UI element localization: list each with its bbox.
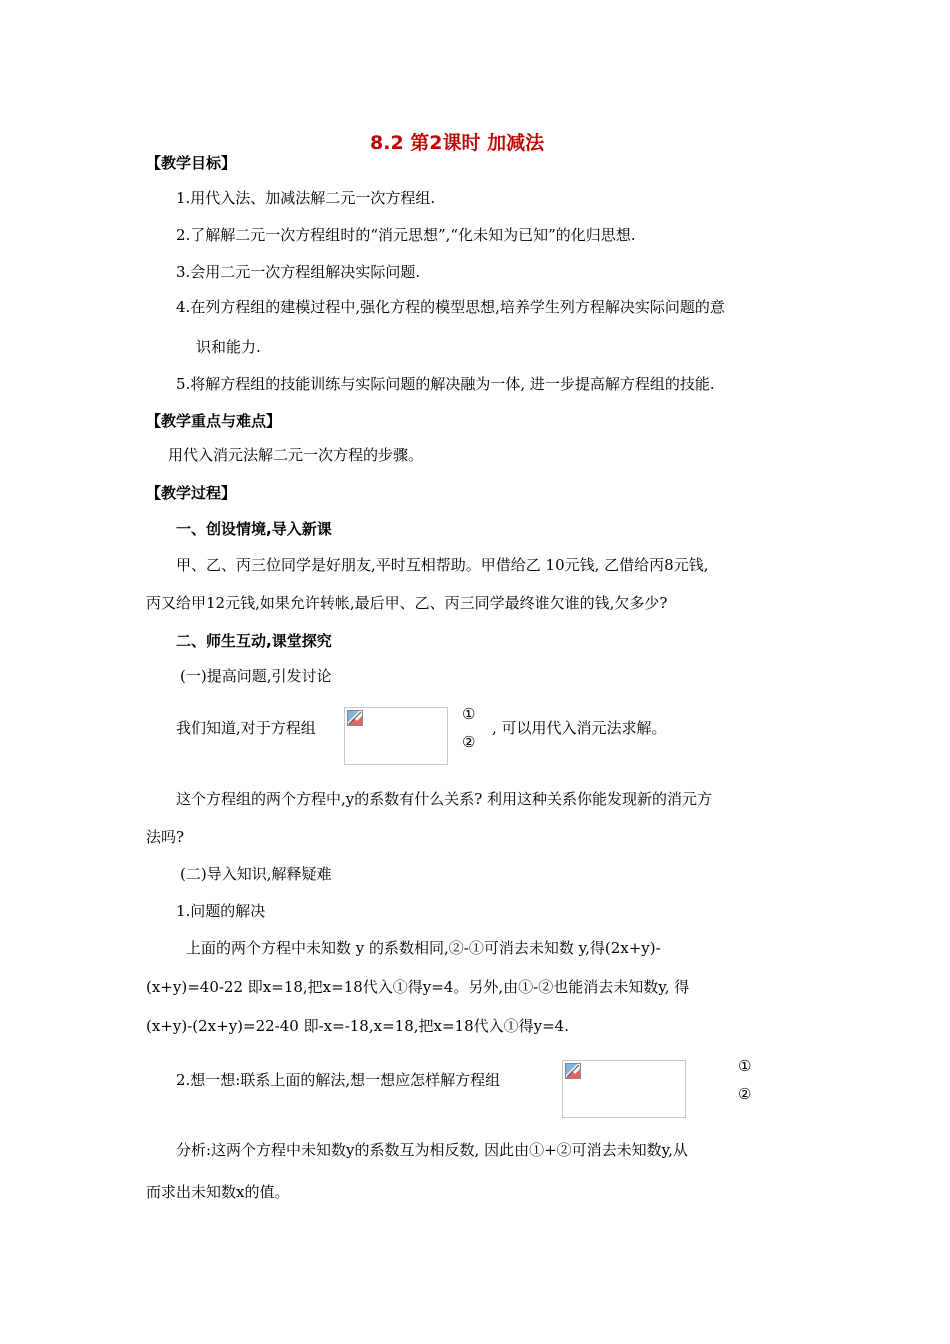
part-2-line-2: (x+y)=40-22 即x=18,把x=18代入①得y=4。另外,由①-②也能消去未知数y, 得 bbox=[146, 978, 690, 996]
goal-item-4: 4.在列方程组的建模过程中,强化方程的模型思想,培养学生列方程解决实际问题的意 bbox=[176, 298, 725, 316]
equation-image-1 bbox=[344, 707, 448, 765]
part-1-title: (一)提高问题,引发讨论 bbox=[180, 667, 332, 685]
equation-image-2 bbox=[562, 1060, 686, 1118]
part-2-item-1: 1.问题的解决 bbox=[176, 902, 266, 920]
analysis-line-2: 而求出未知数x的值。 bbox=[146, 1183, 290, 1201]
part-2-item-2: 2.想一想:联系上面的解法,想一想应怎样解方程组 bbox=[176, 1071, 501, 1089]
part-1-trail: , 可以用代入消元法求解。 bbox=[492, 719, 667, 737]
section-1-title: 一、创设情境,导入新课 bbox=[176, 520, 332, 538]
part-1-lead: 我们知道,对于方程组 bbox=[176, 719, 316, 737]
broken-image-icon bbox=[565, 1063, 581, 1079]
part-1-question-1: 这个方程组的两个方程中,y的系数有什么关系? 利用这种关系你能发现新的消元方 bbox=[176, 790, 713, 808]
circled-1: ① bbox=[462, 705, 476, 723]
circled-2: ② bbox=[462, 733, 476, 751]
section-2-title: 二、师生互动,课堂探究 bbox=[176, 632, 332, 650]
goal-item-3: 3.会用二元一次方程组解决实际问题. bbox=[176, 263, 421, 281]
part-2-title: (二)导入知识,解释疑难 bbox=[180, 865, 332, 883]
circled-1: ① bbox=[738, 1057, 752, 1075]
section-1-text-1: 甲、乙、丙三位同学是好朋友,平时互相帮助。甲借给乙 10元钱, 乙借给丙8元钱, bbox=[176, 556, 709, 574]
goals-heading: 【教学目标】 bbox=[146, 154, 237, 172]
goal-item-2: 2.了解解二元一次方程组时的“消元思想”,“化未知为已知”的化归思想. bbox=[176, 226, 636, 244]
key-text: 用代入消元法解二元一次方程的步骤。 bbox=[168, 446, 424, 464]
goal-item-4-cont: 识和能力. bbox=[196, 338, 261, 356]
part-1-question-2: 法吗? bbox=[146, 828, 185, 846]
goal-item-5: 5.将解方程组的技能训练与实际问题的解决融为一体, 进一步提高解方程组的技能. bbox=[176, 375, 715, 393]
goal-item-1: 1.用代入法、加减法解二元一次方程组. bbox=[176, 189, 436, 207]
key-heading: 【教学重点与难点】 bbox=[146, 412, 282, 430]
section-1-text-2: 丙又给甲12元钱,如果允许转帐,最后甲、乙、丙三同学最终谁欠谁的钱,欠多少? bbox=[146, 594, 668, 612]
broken-image-icon bbox=[347, 710, 363, 726]
part-2-line-3: (x+y)-(2x+y)=22-40 即-x=-18,x=18,把x=18代入①得y=4. bbox=[146, 1017, 569, 1035]
part-2-line-1: 上面的两个方程中未知数 y 的系数相同,②-①可消去未知数 y,得(2x+y)- bbox=[186, 939, 661, 957]
analysis-line-1: 分析:这两个方程中未知数y的系数互为相反数, 因此由①+②可消去未知数y,从 bbox=[176, 1141, 688, 1159]
circled-2: ② bbox=[738, 1085, 752, 1103]
process-heading: 【教学过程】 bbox=[146, 484, 237, 502]
page-title: 8.2 第2课时 加减法 bbox=[370, 132, 545, 154]
